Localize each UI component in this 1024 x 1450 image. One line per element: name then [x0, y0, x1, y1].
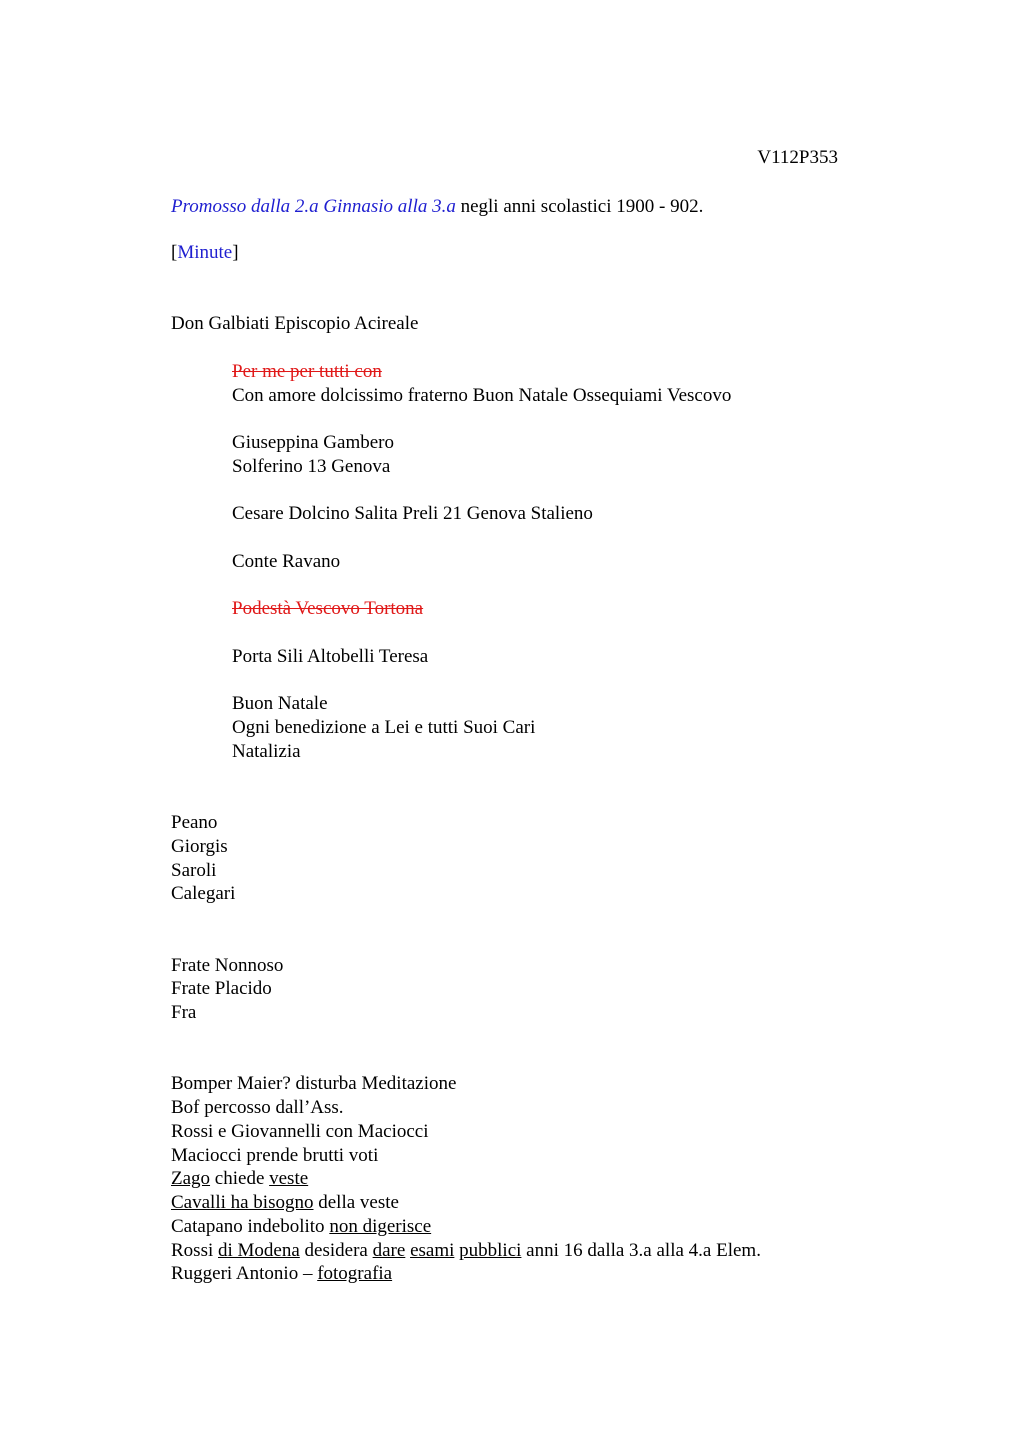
underlined-di-modena: di Modena: [218, 1240, 300, 1261]
underlined-veste: veste: [269, 1168, 309, 1189]
underlined-zago: Zago: [171, 1168, 211, 1189]
frate-nonnoso: Frate Nonnoso: [171, 955, 284, 976]
addressee: Don Galbiati Episcopio Acireale: [171, 313, 419, 334]
name-calegari: Calegari: [171, 883, 236, 904]
buon-natale: Buon Natale: [232, 693, 328, 714]
heading-link[interactable]: Promosso dalla 2.a Ginnasio alla 3.a: [171, 196, 456, 217]
reference-code: V112P353: [757, 147, 838, 168]
text-della-veste: della veste: [313, 1192, 399, 1213]
fra: Fra: [171, 1002, 197, 1023]
name-peano: Peano: [171, 812, 218, 833]
struck-line-2: Podestà Vescovo Tortona: [232, 598, 424, 619]
name-giorgis: Giorgis: [171, 836, 228, 857]
note-zago: [171, 1167, 308, 1191]
name-saroli: Saroli: [171, 860, 217, 881]
underlined-cavalli: Cavalli ha bisogno: [171, 1192, 314, 1213]
underlined-pubblici: pubblici: [459, 1240, 522, 1261]
note-maciocci: Maciocci prende brutti voti: [171, 1145, 379, 1166]
address-dolcino: Cesare Dolcino Salita Preli 21 Genova Stalieno: [232, 503, 593, 524]
note-ruggeri: [171, 1262, 392, 1286]
address-street: Solferino 13 Genova: [232, 456, 391, 477]
text-chiede: chiede: [210, 1168, 270, 1189]
text-rossi: Rossi: [171, 1240, 218, 1261]
note-rossi-modena: [171, 1239, 761, 1263]
note-rossi-giovannelli: Rossi e Giovannelli con Maciocci: [171, 1121, 429, 1142]
heading-text: negli anni scolastici 1900 - 902.: [455, 196, 704, 217]
note-bof: Bof percosso dall’Ass.: [171, 1097, 344, 1118]
frate-placido: Frate Placido: [171, 978, 272, 999]
note-cavalli: [171, 1191, 399, 1215]
text-desidera: desidera: [299, 1240, 373, 1261]
benedizione: Ogni benedizione a Lei e tutti Suoi Cari: [232, 717, 536, 738]
natalizia: Natalizia: [232, 741, 301, 762]
conte-ravano: Conte Ravano: [232, 551, 341, 572]
note-catapano: [171, 1215, 431, 1239]
text-ruggeri: Ruggeri Antonio –: [171, 1263, 318, 1284]
underlined-non-digerisce: non digerisce: [329, 1216, 432, 1237]
text-catapano: Catapano indebolito: [171, 1216, 330, 1237]
minute-link[interactable]: Minute: [177, 242, 233, 263]
text-anni: anni 16 dalla 3.a alla 4.a Elem.: [521, 1240, 761, 1261]
note-bomper: Bomper Maier? disturba Meditazione: [171, 1073, 457, 1094]
underlined-dare: dare: [372, 1240, 406, 1261]
porta-sili: Porta Sili Altobelli Teresa: [232, 646, 429, 667]
minute-line: [171, 241, 239, 265]
address-name: Giuseppina Gambero: [232, 432, 394, 453]
bracket-open: [: [171, 242, 178, 263]
struck-line-1: Per me per tutti con: [232, 361, 382, 382]
underlined-esami: esami: [410, 1240, 455, 1261]
underlined-fotografia: fotografia: [317, 1263, 393, 1284]
bracket-close: ]: [232, 242, 239, 263]
heading-line: [171, 195, 703, 219]
greeting-line: Con amore dolcissimo fraterno Buon Natale Ossequiami Vescovo: [232, 385, 732, 406]
